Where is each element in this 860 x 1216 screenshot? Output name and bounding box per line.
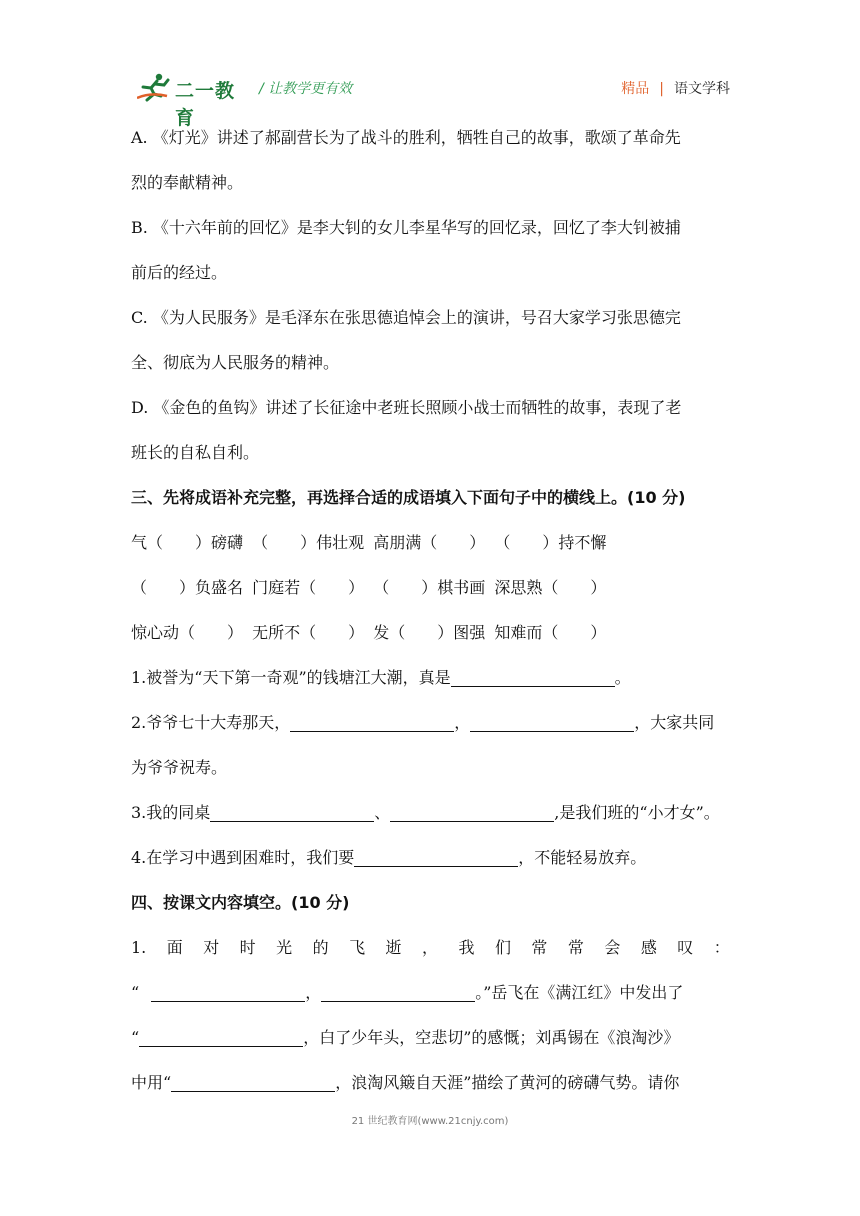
answer-blank[interactable] [390,799,554,822]
answer-blank[interactable] [139,1024,303,1047]
idiom-item: （ ）棋书画 [373,578,486,597]
fill-line-4 [131,1065,730,1110]
question-text: 。 [614,668,631,687]
fill-line-3 [131,1020,730,1065]
idiom-item: 气（ ）磅礴 [131,533,244,552]
idiom-item: 发（ ）图强 [373,623,486,642]
answer-blank[interactable] [470,709,634,732]
section-4-title: 四、按课文内容填空。(10 分) [131,893,350,912]
char: 感 [640,938,657,957]
question-text: 3.我的同桌 [131,803,211,822]
logo-text: 二一教育 [175,80,236,129]
tag-subject: 语文学科 [674,81,730,97]
char: 叹 [677,938,694,957]
question-text: 、 [374,803,391,822]
answer-blank[interactable] [290,709,454,732]
char: 常 [531,938,548,957]
question-text: ， [305,983,322,1002]
char: 逝 [385,938,402,957]
idiom-item: 深思熟（ ） [494,578,607,597]
char: 1. [131,938,147,957]
fill-line-2 [131,975,730,1020]
char: 对 [203,938,220,957]
char: 会 [604,938,621,957]
question-text: ， [454,713,471,732]
question-text: “ [131,983,140,1002]
option-b-line1: B. 《十六年前的回忆》是李大钊的女儿李星华写的回忆录，回忆了李大钊被捕 [131,218,681,237]
idiom-item: 惊心动（ ） [131,623,244,642]
question-text: “ [131,1028,140,1047]
char: 的 [312,938,329,957]
answer-blank[interactable] [321,979,475,1002]
section-3-title: 三、先将成语补充完整，再选择合适的成语填入下面句子中的横线上。(10 分) [131,488,686,507]
char: ： [713,938,730,957]
document-body [131,120,730,1110]
question-4 [131,840,730,885]
question-3 [131,795,730,840]
char: ， [422,938,439,957]
option-a-line1: A. 《灯光》讲述了郝副营长为了战斗的胜利，牺牲自己的故事，歌颂了革命先 [131,128,681,147]
idiom-item: 高朋满（ ） [373,533,486,552]
idiom-item: （ ）持不懈 [494,533,607,552]
question-1 [131,660,730,705]
idiom-item: 门庭若（ ） [252,578,365,597]
question-text: 4.在学习中遇到困难时，我们要 [131,848,355,867]
option-a-line2: 烈的奉献精神。 [131,173,244,192]
question-text: 中用“ [131,1073,172,1092]
question-2-cont: 为爷爷祝寿。 [131,758,228,777]
idiom-item: （ ）伟壮观 [252,533,365,552]
answer-blank[interactable] [354,844,518,867]
question-text: 1.被誉为“天下第一奇观”的钱塘江大潮，真是 [131,668,451,687]
idiom-item: 知难而（ ） [494,623,607,642]
running-figure-icon [137,72,173,102]
option-d-line1: D. 《金色的鱼钩》讲述了长征途中老班长照顾小战士而牺牲的故事，表现了老 [131,398,682,417]
idiom-item: 无所不（ ） [252,623,365,642]
char: 时 [239,938,256,957]
question-text: ，不能轻易放弃。 [518,848,647,867]
page-footer: 21 世纪教育网(www.21cnjy.com) [351,1116,509,1127]
char: 光 [276,938,293,957]
question-2 [131,705,730,750]
page-header [137,70,730,129]
question-text: ，浪淘风簸自天涯”描绘了黄河的磅礴气势。请你 [335,1073,680,1092]
char: 们 [494,938,511,957]
option-b-line2: 前后的经过。 [131,263,228,282]
option-d-line2: 班长的自私自利。 [131,443,260,462]
subject-tag [621,78,730,98]
option-c-line2: 全、彻底为人民服务的精神。 [131,353,340,372]
char: 面 [166,938,183,957]
char: 我 [458,938,475,957]
question-text: ，大家共同 [634,713,715,732]
idiom-row-3 [131,615,730,660]
fill-line-1 [131,930,730,975]
tag-separator: | [659,81,664,97]
char: 常 [567,938,584,957]
answer-blank[interactable] [451,664,615,687]
char: 飞 [349,938,366,957]
question-text: 。”岳飞在《满江红》中发出了 [475,983,684,1002]
idiom-row-2 [131,570,730,615]
question-text: ，白了少年头，空悲切”的感慨；刘禹锡在《浪淘沙》 [303,1028,680,1047]
slogan: / 让教学更有效 [259,81,353,97]
question-text: ,是我们班的“小才女”。 [554,803,720,822]
question-text: 2.爷爷七十大寿那天， [131,713,291,732]
answer-blank[interactable] [171,1069,335,1092]
logo [137,72,247,129]
idiom-item: （ ）负盛名 [131,578,244,597]
idiom-row-1 [131,525,730,570]
tag-quality: 精品 [621,81,650,97]
answer-blank[interactable] [210,799,374,822]
option-c-line1: C. 《为人民服务》是毛泽东在张思德追悼会上的演讲，号召大家学习张思德完 [131,308,681,327]
answer-blank[interactable] [151,979,305,1002]
